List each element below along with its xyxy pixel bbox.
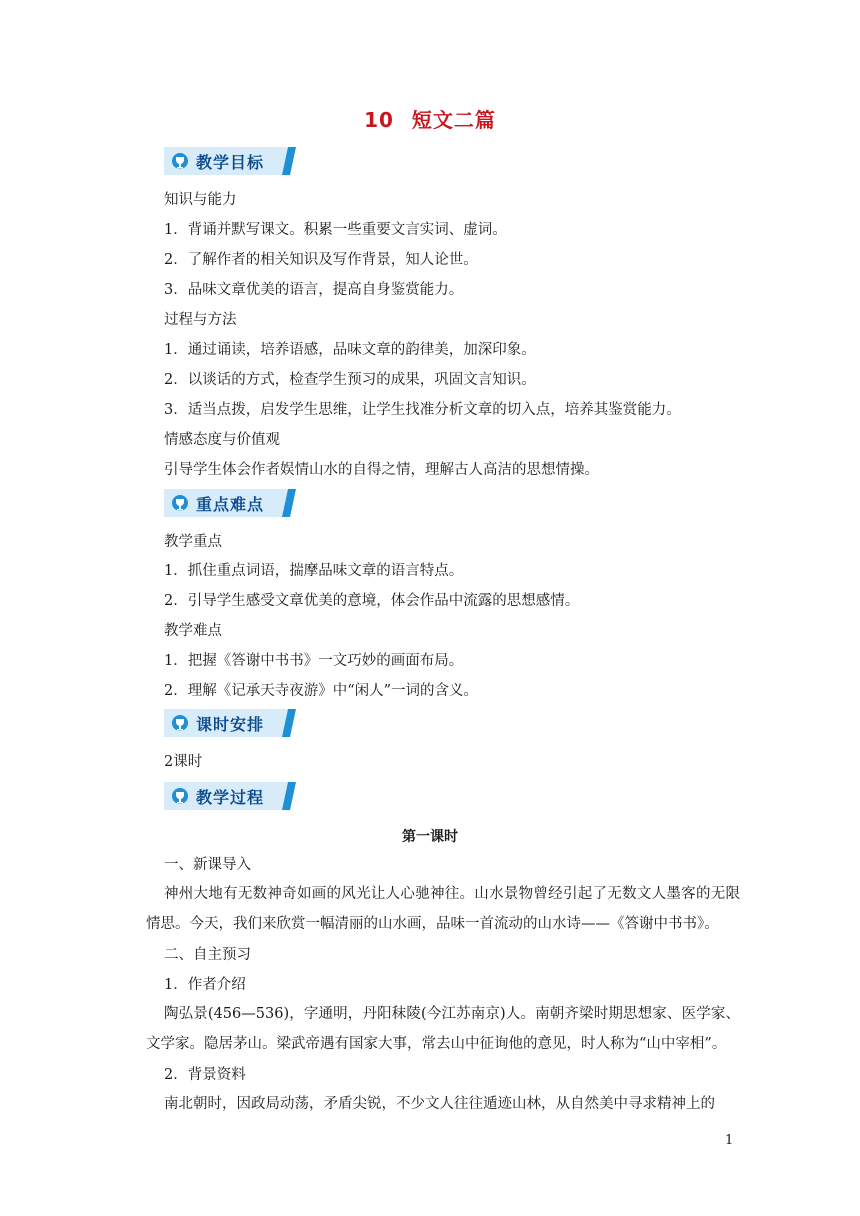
subheading-difficulty: 教学难点 [164,623,222,639]
list-item: 1．抓住重点词语，揣摩品味文章的语言特点。 [164,563,464,579]
page-title [0,104,860,133]
sub-step-heading: 2．背景资料 [164,1067,246,1083]
subheading-process-method: 过程与方法 [164,312,237,328]
list-item: 2．引导学生感受文章优美的意境，体会作品中流露的思想感情。 [164,593,580,609]
schedule-text: 2课时 [164,754,203,770]
subheading-key: 教学重点 [164,534,222,550]
lesson-title: 短文二篇 [411,108,496,132]
list-item: 2．了解作者的相关知识及写作背景，知人论世。 [164,252,478,268]
step-heading: 二、自主预习 [164,947,251,963]
list-item: 1．背诵并默写课文。积累一些重要文言实词、虚词。 [164,222,507,238]
step-heading: 一、新课导入 [164,857,251,873]
list-item: 3．适当点拨，启发学生思维，让学生找准分析文章的切入点，培养其鉴赏能力。 [164,402,681,418]
list-item: 1．通过诵读，培养语感，品味文章的韵律美，加深印象。 [164,342,536,358]
list-item: 2．理解《记承天寺夜游》中“闲人”一词的含义。 [164,683,479,699]
list-item: 2．以谈话的方式，检查学生预习的成果，巩固文言知识。 [164,372,536,388]
banner-label: 教学目标 [196,153,265,172]
intro-paragraph: 神州大地有无数神奇如画的风光让人心驰神往。山水景物曾经引起了无数文人墨客的无限情思。今天，我们来欣赏一幅清丽的山水画，品味一首流动的山水诗——《答谢中书书》。 [146,886,740,932]
background-paragraph: 南北朝时，因政局动荡，矛盾尖锐，不少文人往往遁迹山林，从自然美中寻求精神上的 [164,1096,715,1112]
section-banner-key-points [164,489,296,517]
list-item: 引导学生体会作者娱情山水的自得之情，理解古人高洁的思想情操。 [164,462,599,478]
sub-step-heading: 1．作者介绍 [164,977,246,993]
banner-label: 教学过程 [196,788,265,807]
lesson-number: 10 [364,108,394,132]
page-number: 1 [725,1133,734,1148]
list-item: 3．品味文章优美的语言，提高自身鉴赏能力。 [164,282,464,298]
lesson-heading: 第一课时 [402,829,458,845]
section-banner-process [164,782,296,810]
author-paragraph: 陶弘景(456—536)，字通明，丹阳秣陵(今江苏南京)人。南朝齐梁时期思想家、医学家、文学家。隐居茅山。梁武帝遇有国家大事，常去山中征询他的意见，时人称为“山中宰相”。 [146,1006,740,1052]
banner-label: 课时安排 [196,715,265,734]
subheading-emotion: 情感态度与价值观 [164,432,280,448]
section-banner-schedule [164,709,296,737]
section-banner-goals [164,147,296,175]
list-item: 1．把握《答谢中书书》一文巧妙的画面布局。 [164,653,464,669]
subheading-knowledge: 知识与能力 [164,192,237,208]
banner-label: 重点难点 [196,495,265,514]
